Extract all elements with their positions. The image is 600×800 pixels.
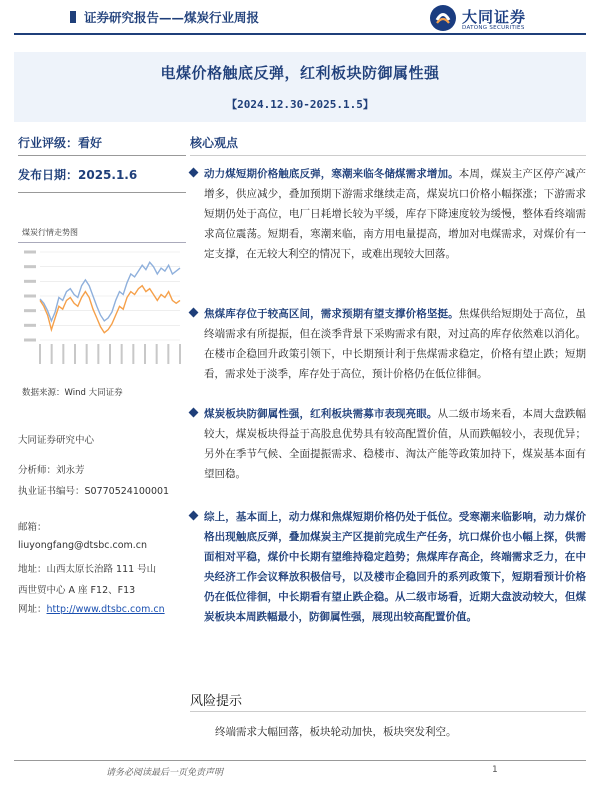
report-title: 电煤价格触底反弹，红利板块防御属性强 bbox=[160, 64, 440, 82]
report-type-header bbox=[70, 8, 259, 26]
website-row bbox=[18, 601, 165, 615]
bullet-diamond-icon bbox=[189, 168, 199, 178]
chart-series-line-2 bbox=[40, 286, 180, 333]
paragraph-body: 本周，煤炭主产区停产减产增多，供应减少，叠加预期下游需求继续走高，煤炭坑口价格小幅探涨；下游需求短期仍处于高位，电厂日耗增长较为平缓，库存下降速度较为缓慢，整体看终端需求高位震荡。短期看，寒潮来临，南方用电量提高，增加对电煤需求，对煤价有一定支撑，在无较大利空的情况下，或难出现较大回落。 bbox=[204, 168, 587, 260]
core-views-title: 核心观点 bbox=[190, 136, 239, 150]
chart-y-tick bbox=[24, 295, 36, 298]
chart-title-divider bbox=[18, 242, 186, 243]
industry-rating: 行业评级：看好 bbox=[18, 136, 103, 150]
bullet-diamond-icon bbox=[189, 308, 199, 318]
header-square-icon bbox=[70, 11, 76, 23]
address-line-1: 地址：山西太原长治路 111 号山 bbox=[18, 564, 157, 575]
core-paragraph-3 bbox=[190, 404, 586, 484]
chart-y-tick bbox=[24, 251, 36, 254]
risk-divider bbox=[190, 711, 586, 712]
chart-y-tick bbox=[24, 324, 36, 327]
chart-series-line-1 bbox=[40, 262, 180, 321]
date-divider bbox=[18, 192, 186, 193]
paragraph-lead: 煤炭板块防御属性强，红利板块需募市表现亮眼。 bbox=[204, 408, 438, 420]
chart-y-tick bbox=[24, 339, 36, 342]
report-type-label: 证券研究报告——煤炭行业周报 bbox=[84, 10, 260, 25]
header-divider bbox=[14, 33, 586, 35]
page-number: 1 bbox=[492, 765, 498, 775]
chart-y-tick bbox=[24, 265, 36, 268]
certificate-number: 执业证书编号：S0770524100001 bbox=[18, 486, 170, 497]
risk-title: 风险提示 bbox=[190, 694, 243, 709]
footer-divider bbox=[14, 760, 586, 761]
chart-plot bbox=[18, 244, 186, 374]
risk-text: 终端需求大幅回落，板块轮动加快，板块突发利空。 bbox=[215, 726, 457, 738]
paragraph-body: 综上，基本面上，动力煤和焦煤短期价格仍处于低位。受寒潮来临影响，动力煤价格出现触底反弹，叠加煤炭主产区提前完成生产任务，坑口煤价也小幅上探，供需面相对平稳，煤价中长期有望维持稳定趋势；焦煤库存高企，终端需求乏力，在中央经济工作会议释放积极信号，以及楼市企稳回升的系列政策下，短期看预计价格仍在低位徘徊，中长期看有望止跌企稳。从二级市场看，近期大盘波动较大，但煤炭板块本周跌幅最小，防御属性强，展现出较高配置价值。 bbox=[204, 511, 586, 623]
chart-source: 数据来源：Wind 大同证券 bbox=[22, 388, 123, 398]
logo-en: DATONG SECURITIES bbox=[462, 25, 525, 31]
paragraph-lead: 焦煤库存位于较高区间，需求预期有望支撑价格坚挺。 bbox=[204, 308, 459, 320]
core-views-divider bbox=[190, 155, 586, 156]
bullet-diamond-icon bbox=[189, 408, 199, 418]
address-line-2: 西世贸中心 A 座 F12、F13 bbox=[18, 585, 136, 596]
bullet-diamond-icon bbox=[189, 511, 199, 521]
email-address[interactable]: liuyongfang@dtsbc.com.cn bbox=[18, 540, 148, 551]
chart-y-tick bbox=[24, 280, 36, 283]
market-trend-chart bbox=[18, 220, 186, 398]
logo-mark-icon bbox=[428, 3, 458, 33]
paragraph-body: 焦煤供给短期处于高位，虽终端需求有所提振，但在淡季背景下采购需求有限，对过高的库存依然难以消化。在楼市企稳回升政策引领下，中长期预计利于焦煤需求稳定，价格有望止跌；短期看，需求处于淡季，库存处于高位，预计价格仍在低位徘徊。 bbox=[204, 308, 587, 380]
analyst-name: 分析师：刘永芳 bbox=[18, 465, 85, 476]
chart-y-tick bbox=[24, 309, 36, 312]
paragraph-body: 从二级市场来看，本周大盘跌幅较大，煤炭板块得益于高股息优势具有较高配置价值，从而跌幅较小，表现优异；另外在季节气候、全面提振需求、稳楼市、淘汰产能等政策加持下，煤炭基本面有望回稳。 bbox=[204, 408, 587, 480]
core-paragraph-2 bbox=[190, 304, 586, 384]
core-views-heading-wrap bbox=[190, 134, 586, 151]
logo-cn: 大同证券 bbox=[462, 8, 527, 26]
institute-name: 大同证券研究中心 bbox=[18, 435, 95, 446]
report-date-range: 【2024.12.30-2025.1.5】 bbox=[226, 98, 374, 111]
core-paragraph-summary bbox=[190, 507, 586, 627]
footer-disclaimer: 请务必阅读最后一页免责声明 bbox=[106, 768, 224, 778]
paragraph-lead: 动力煤短期价格触底反弹，寒潮来临冬储煤需求增加。 bbox=[204, 168, 459, 180]
rating-divider bbox=[18, 155, 186, 156]
title-box bbox=[14, 52, 586, 122]
website-label: 网址： bbox=[18, 604, 47, 615]
left-sidebar bbox=[18, 134, 186, 182]
publish-date: 发布日期：2025.1.6 bbox=[18, 168, 138, 182]
website-link[interactable]: http://www.dtsbc.com.cn bbox=[46, 604, 165, 615]
chart-title: 煤炭行情走势图 bbox=[22, 228, 78, 237]
core-paragraph-1 bbox=[190, 164, 586, 264]
email-label: 邮箱： bbox=[18, 522, 47, 533]
